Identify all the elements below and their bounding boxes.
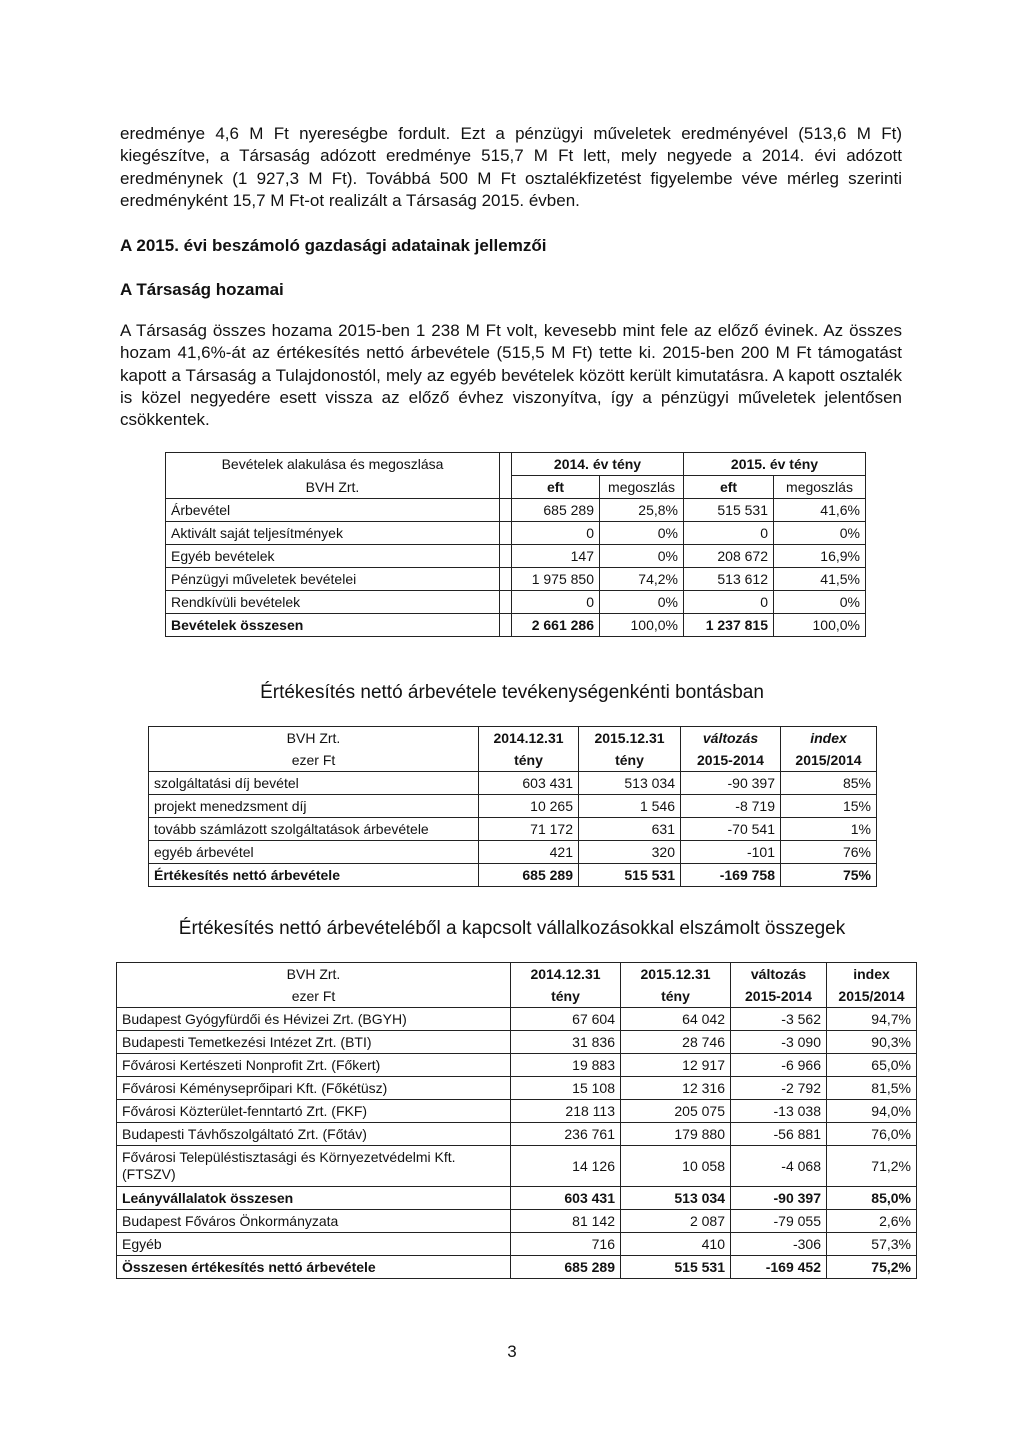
sub-eft-2014: eft bbox=[512, 476, 600, 499]
related-party-sales-table: BVH Zrt. 2014.12.31 2015.12.31 változás index ezer Ft tény tény 2015-2014 2015/2014 Budapest Gyógyfürdői és Hévizei Zrt. (BGYH) 67 604 64 042 -3 562 94,7% Budapesti Temetkezési Intézet Zrt. (BTI) 31 836 28 746 -3 090 90,3% Fővárosi Kertészeti Nonprofit Zrt. (Főkert) 19 883 12 917 -6 966 65,0% Fővárosi Kéményseprőipari Kft. (Főkétüsz) 15 108 12 316 -2 792 81,5% Fővárosi Közterület-fenntartó Zrt. (FKF) 218 113 205 075 -13 038 94,0% Budapesti Távhőszolgáltató Zrt. (Főtáv) 236 761 179 880 -56 881 76,0% Fővárosi Településtisztasági és Környezetvédelmi Kft. (FTSZV) 14 126 10 058 -4 068 71,2% Leányvállalatok összesen 603 431 513 034 -90 397 85,0% Budapest Főváros Önkormányzata 81 142 2 087 -79 055 2,6% Egyéb 716 410 -306 57,3% Összesen értékesítés nettó árbevétele 685 289 515 531 -169 452 75,2% bbox=[116, 962, 917, 1279]
table3-body bbox=[117, 1008, 917, 1279]
company-label: BVH Zrt. bbox=[166, 476, 500, 499]
table-row: tovább számlázott szolgáltatások árbevétele 71 172 631 -70 541 1% bbox=[149, 818, 877, 841]
table-row: Árbevétel 685 289 25,8% 515 531 41,6% bbox=[166, 499, 866, 522]
table-title: Bevételek alakulása és megoszlása bbox=[166, 453, 500, 476]
table-row: Budapest Főváros Önkormányzata 81 142 2 087 -79 055 2,6% bbox=[117, 1210, 917, 1233]
table-row: Rendkívüli bevételek 0 0% 0 0% bbox=[166, 591, 866, 614]
table-row: egyéb árbevétel 421 320 -101 76% bbox=[149, 841, 877, 864]
table-row: Budapest Gyógyfürdői és Hévizei Zrt. (BGYH) 67 604 64 042 -3 562 94,7% bbox=[117, 1008, 917, 1031]
table3-caption: Értékesítés nettó árbevételéből a kapcsolt vállalkozásokkal elszámolt összegek bbox=[178, 918, 846, 939]
col-2014-header: 2014. év tény bbox=[512, 453, 684, 476]
table-row: Egyéb 716 410 -306 57,3% bbox=[117, 1233, 917, 1256]
table2-caption: Értékesítés nettó árbevétele tevékenységenkénti bontásban bbox=[260, 682, 764, 703]
table-total-row: Összesen értékesítés nettó árbevétele 685 289 515 531 -169 452 75,2% bbox=[117, 1256, 917, 1279]
unit-header: ezer Ft bbox=[149, 749, 479, 772]
table-total-row: Leányvállalatok összesen 603 431 513 034 -90 397 85,0% bbox=[117, 1187, 917, 1210]
subsection-heading: A Társaság hozamai bbox=[120, 280, 284, 299]
table-row: Fővárosi Kertészeti Nonprofit Zrt. (Főkert) 19 883 12 917 -6 966 65,0% bbox=[117, 1054, 917, 1077]
sub-eft-2015: eft bbox=[684, 476, 774, 499]
page-number: 3 bbox=[507, 1342, 517, 1361]
section-heading: A 2015. évi beszámoló gazdasági adatainak jellemzői bbox=[120, 236, 547, 255]
table-row: projekt menedzsment díj 10 265 1 546 -8 719 15% bbox=[149, 795, 877, 818]
table-row: Budapesti Távhőszolgáltató Zrt. (Főtáv) 236 761 179 880 -56 881 76,0% bbox=[117, 1123, 917, 1146]
table-row: Fővárosi Közterület-fenntartó Zrt. (FKF) 218 113 205 075 -13 038 94,0% bbox=[117, 1100, 917, 1123]
unit-header: ezer Ft bbox=[117, 985, 511, 1008]
table-total-row: Bevételek összesen 2 661 286 100,0% 1 237 815 100,0% bbox=[166, 614, 866, 637]
table-row: szolgáltatási díj bevétel 603 431 513 034 -90 397 85% bbox=[149, 772, 877, 795]
table-row: Fővárosi Kéményseprőipari Kft. (Főkétüsz) 15 108 12 316 -2 792 81,5% bbox=[117, 1077, 917, 1100]
company-header: BVH Zrt. bbox=[117, 963, 511, 986]
col-2015-header: 2015. év tény bbox=[684, 453, 866, 476]
table-row: Budapesti Temetkezési Intézet Zrt. (BTI) 31 836 28 746 -3 090 90,3% bbox=[117, 1031, 917, 1054]
company-header: BVH Zrt. bbox=[149, 727, 479, 750]
sub-share-2014: megoszlás bbox=[600, 476, 684, 499]
table-total-row: Értékesítés nettó árbevétele 685 289 515 531 -169 758 75% bbox=[149, 864, 877, 887]
revenue-paragraph: A Társaság összes hozama 2015-ben 1 238 M Ft volt, kevesebb mint fele az előző évinek. Az összes hozam 41,6%-át az értékesítés nettó árbevétele (515,5 M Ft) tette ki. 2015-ben 200 M Ft támogatást kapott a Társaság a Tulajdonostól, mely az egyéb bevételek között került kimutatásra. A kapott osztalék is közel negyedére esett vissza az előző évhez viszonyítva, így a pénzügyi műveletek jelentősen csökkentek. bbox=[120, 321, 902, 430]
revenue-distribution-table bbox=[165, 452, 866, 637]
table-row: Fővárosi Településtisztasági és Környezetvédelmi Kft. (FTSZV) 14 126 10 058 -4 068 71,2% bbox=[117, 1146, 917, 1187]
intro-paragraph: eredménye 4,6 M Ft nyereségbe fordult. Ezt a pénzügyi műveletek eredményével (513,6 M Ft) kiegészítve, a Társaság adózott eredménye 515,7 M Ft lett, mely negyede a 2014. évi adózott eredménynek (1 927,3 M Ft). Továbbá 500 M Ft osztalékfizetést figyelembe véve mérleg szerinti eredményként 15,7 M Ft-ot realizált a Társaság 2015. évben. bbox=[120, 124, 902, 210]
table-row: Egyéb bevételek 147 0% 208 672 16,9% bbox=[166, 545, 866, 568]
table-row: Pénzügyi műveletek bevételei 1 975 850 74,2% 513 612 41,5% bbox=[166, 568, 866, 591]
sub-share-2015: megoszlás bbox=[774, 476, 866, 499]
table-row: Aktivált saját teljesítmények 0 0% 0 0% bbox=[166, 522, 866, 545]
sales-by-activity-table: BVH Zrt. 2014.12.31 2015.12.31 változás index ezer Ft tény tény 2015-2014 2015/2014 szolgáltatási díj bevétel 603 431 513 034 -90 397 85% projekt menedzsment díj 10 265 1 546 -8 719 15% tovább számlázott szolgáltatások árbevétele 71 172 631 -70 541 1% egyéb árbevétel 421 320 -101 76% Értékesítés nettó árbevétele 685 289 515 531 -169 758 75% bbox=[148, 726, 877, 887]
